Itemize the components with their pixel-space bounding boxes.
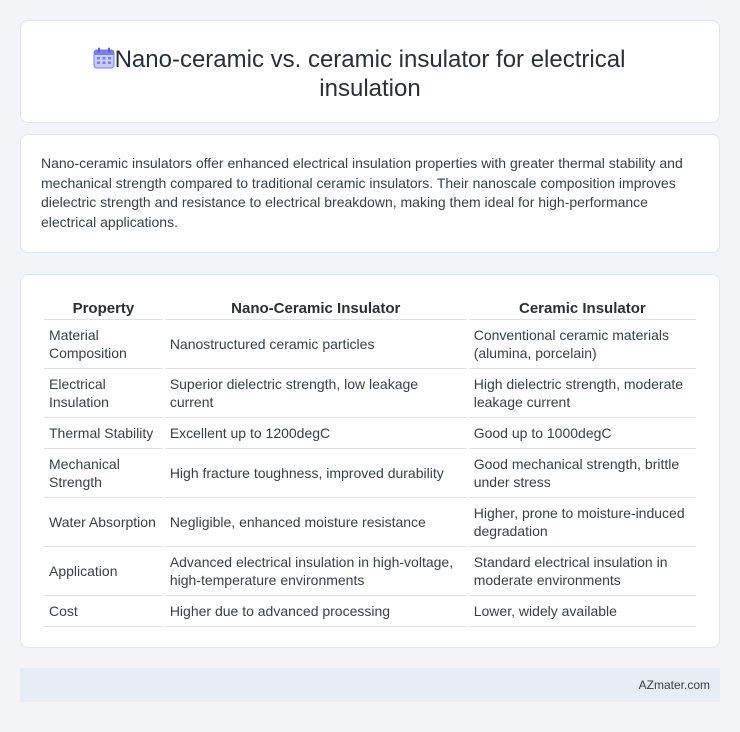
cell-property: Thermal Stability (44, 418, 163, 449)
comparison-table (42, 294, 698, 627)
cell-ceramic: Lower, widely available (469, 596, 696, 627)
page-title (21, 45, 719, 103)
cell-nano-ceramic: Higher due to advanced processing (165, 596, 467, 627)
summary-text: Nano-ceramic insulators offer enhanced electrical insulation properties with greater thermal stability and mechanical strength compared to traditional ceramic insulators. Their nanoscale composition improves dielectric strength and resistance to electrical breakdown, making them ideal for high-performance electrical applications. (41, 155, 683, 230)
cell-nano-ceramic: High fracture toughness, improved durability (165, 449, 467, 498)
comparison-table-card (20, 274, 720, 648)
header-property: Property (44, 294, 163, 320)
title-card (20, 20, 720, 123)
table-row (44, 547, 696, 596)
table-row (44, 449, 696, 498)
cell-nano-ceramic: Advanced electrical insulation in high-voltage, high-temperature environments (165, 547, 467, 596)
footer-bar (20, 668, 720, 702)
cell-ceramic: Good mechanical strength, brittle under stress (469, 449, 696, 498)
cell-property: Application (44, 547, 163, 596)
header-ceramic: Ceramic Insulator (469, 294, 696, 320)
page-title-line-2: insulation (319, 75, 421, 102)
header-nano-ceramic: Nano-Ceramic Insulator (165, 294, 467, 320)
summary-card (20, 134, 720, 253)
cell-ceramic: Standard electrical insulation in moderate environments (469, 547, 696, 596)
cell-property: Electrical Insulation (44, 369, 163, 418)
cell-ceramic: Good up to 1000degC (469, 418, 696, 449)
cell-property: Mechanical Strength (44, 449, 163, 498)
table-header-row (44, 294, 696, 320)
table-row (44, 418, 696, 449)
table-row (44, 369, 696, 418)
page-title-line-1: Nano-ceramic vs. ceramic insulator for electrical (114, 46, 626, 73)
cell-property: Material Composition (44, 320, 163, 369)
cell-nano-ceramic: Negligible, enhanced moisture resistance (165, 498, 467, 547)
table-row (44, 596, 696, 627)
cell-nano-ceramic: Superior dielectric strength, low leakage current (165, 369, 467, 418)
cell-ceramic: Higher, prone to moisture-induced degradation (469, 498, 696, 547)
cell-property: Cost (44, 596, 163, 627)
cell-property: Water Absorption (44, 498, 163, 547)
cell-nano-ceramic: Nanostructured ceramic particles (165, 320, 467, 369)
footer-brand-link[interactable]: AZmater.com (638, 678, 710, 692)
table-row (44, 498, 696, 547)
cell-nano-ceramic: Excellent up to 1200degC (165, 418, 467, 449)
table-row (44, 320, 696, 369)
cell-ceramic: High dielectric strength, moderate leakage current (469, 369, 696, 418)
cell-ceramic: Conventional ceramic materials (alumina, porcelain) (469, 320, 696, 369)
